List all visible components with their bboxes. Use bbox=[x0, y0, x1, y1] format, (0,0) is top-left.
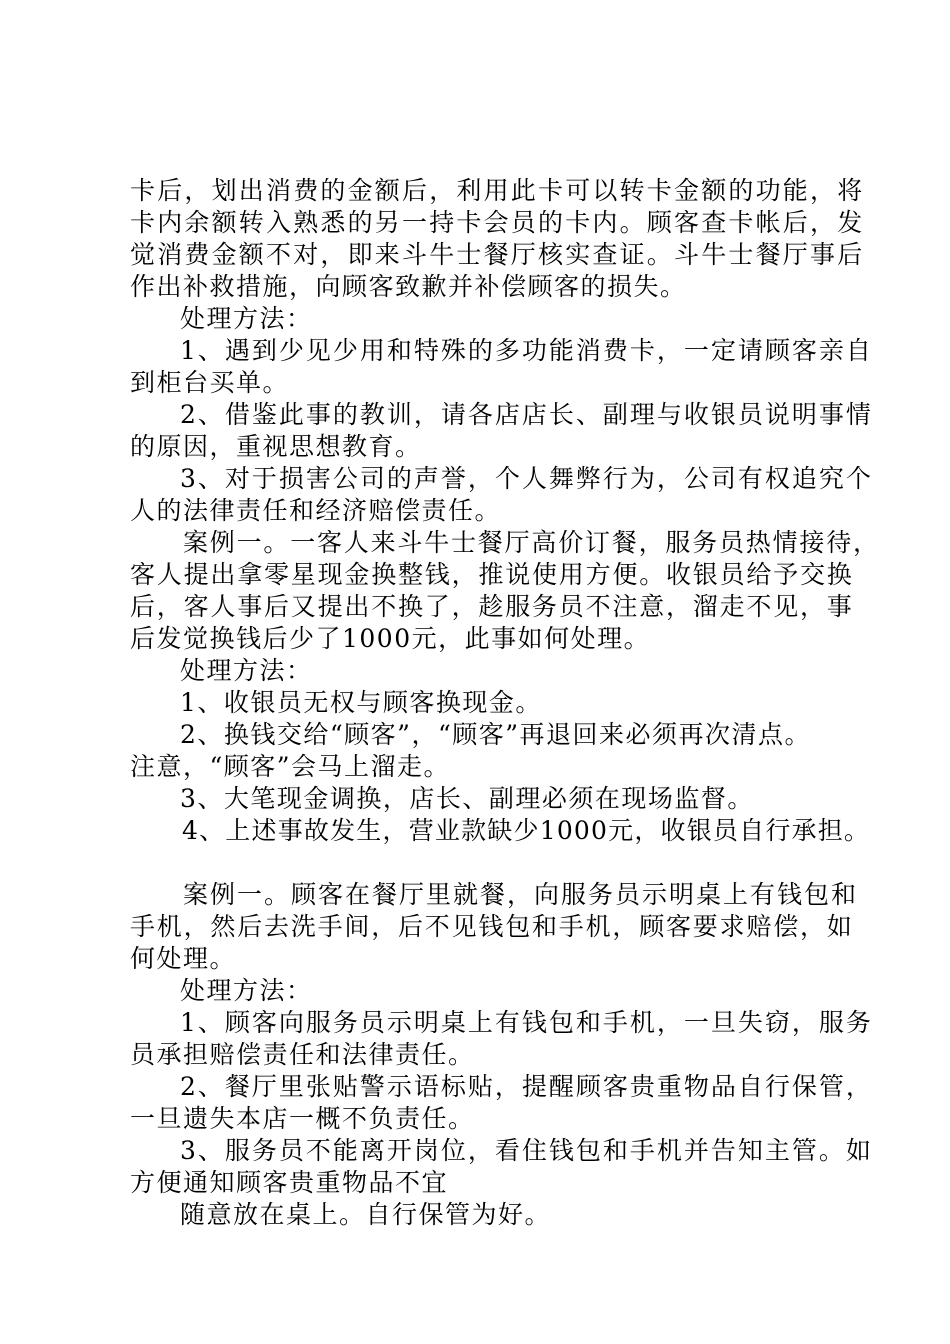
text-line: 何处理。 bbox=[130, 944, 237, 973]
list-item: 3、大笔现金调换，店长、副理必须在现场监督。 bbox=[180, 784, 754, 813]
text-line: 员承担赔偿责任和法律责任。 bbox=[130, 1040, 475, 1069]
text-line: 后，客人事后又提出不换了，趁服务员不注意，溜走不见，事 bbox=[130, 592, 854, 621]
list-item: 1、收银员无权与顾客换现金。 bbox=[180, 688, 542, 717]
text-line: 卡内余额转入熟悉的另一持卡会员的卡内。顾客查卡帐后，发 bbox=[130, 208, 865, 237]
list-item: 1、遇到少见少用和特殊的多功能消费卡，一定请顾客亲自 bbox=[180, 336, 873, 365]
list-item: 3、对于损害公司的声誉，个人舞弊行为，公司有权追究个 bbox=[180, 464, 873, 493]
text-line: 后发觉换钱后少了1000元，此事如何处理。 bbox=[130, 624, 651, 653]
text-line: 注意，“顾客”会马上溜走。 bbox=[130, 752, 451, 781]
text-line: 一旦遗失本店一概不负责任。 bbox=[130, 1104, 475, 1133]
text-line: 的原因，重视思想教育。 bbox=[130, 432, 422, 461]
section-heading: 处理方法： bbox=[180, 976, 313, 1005]
text-line: 卡后，划出消费的金额后，利用此卡可以转卡金额的功能，将 bbox=[130, 176, 865, 205]
text-line: 人的法律责任和经济赔偿责任。 bbox=[130, 496, 502, 525]
list-item: 2、借鉴此事的教训，请各店店长、副理与收银员说明事情 bbox=[180, 400, 873, 429]
text-line: 觉消费金额不对，即来斗牛士餐厅核实查证。斗牛士餐厅事后 bbox=[130, 240, 865, 269]
text-line: 作出补救措施，向顾客致歉并补偿顾客的损失。 bbox=[130, 272, 687, 301]
section-heading: 处理方法： bbox=[180, 304, 313, 333]
text-line: 手机，然后去洗手间，后不见钱包和手机，顾客要求赔偿，如 bbox=[130, 912, 854, 941]
list-item: 1、顾客向服务员示明桌上有钱包和手机，一旦失窃，服务 bbox=[180, 1008, 873, 1037]
case-paragraph: 案例一。一客人来斗牛士餐厅高价订餐，服务员热情接待， bbox=[183, 528, 880, 557]
list-item: 4、上述事故发生，营业款缺少1000元，收银员自行承担。 bbox=[182, 816, 871, 845]
list-item: 2、餐厅里张贴警示语标贴，提醒顾客贵重物品自行保管， bbox=[180, 1072, 873, 1101]
section-heading: 处理方法： bbox=[180, 656, 313, 685]
list-item: 2、换钱交给“顾客”，“顾客”再退回来必须再次清点。 bbox=[180, 720, 812, 749]
text-line: 随意放在桌上。自行保管为好。 bbox=[180, 1200, 552, 1229]
list-item: 3、服务员不能离开岗位，看住钱包和手机并告知主管。如 bbox=[180, 1136, 873, 1165]
case-paragraph: 案例一。顾客在餐厅里就餐，向服务员示明桌上有钱包和 bbox=[183, 880, 859, 909]
text-line: 方便通知顾客贵重物品不宜 bbox=[130, 1168, 449, 1197]
text-line: 客人提出拿零星现金换整钱，推说使用方便。收银员给予交换 bbox=[130, 560, 854, 589]
text-line: 到柜台买单。 bbox=[130, 368, 290, 397]
